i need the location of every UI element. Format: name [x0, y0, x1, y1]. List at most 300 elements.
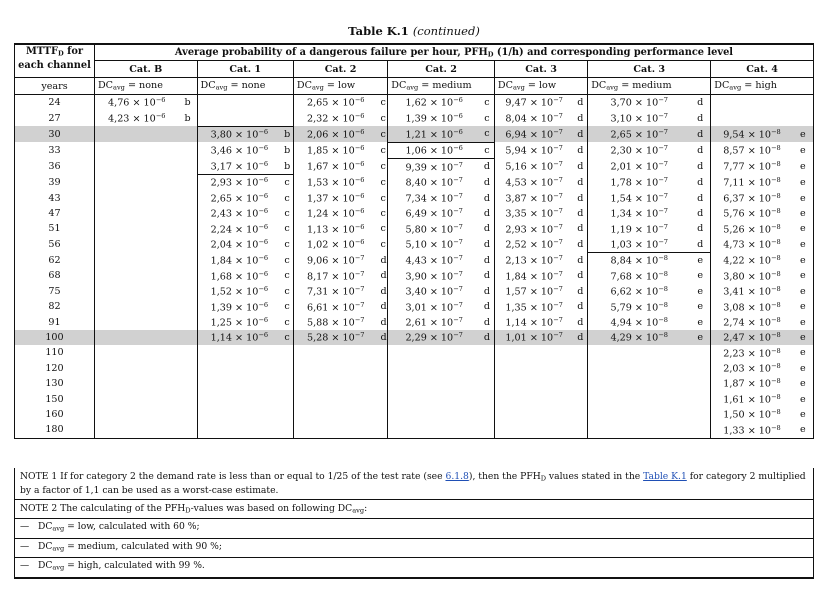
pfh-mantissa: 1,87 × 10: [723, 378, 771, 390]
pfh-value: [197, 422, 281, 438]
pfh-value: [94, 95, 178, 111]
pfh-value: [197, 314, 281, 329]
dash-text: = high, calculated with 99 %.: [64, 560, 205, 571]
pfh-exponent: −6: [258, 254, 269, 263]
dash-bullet: —: [20, 560, 30, 571]
pfh-exponent: −6: [354, 160, 365, 169]
pfh-mantissa: 1,13 × 10: [306, 224, 355, 236]
pfh-mantissa: 2,32 × 10: [306, 113, 355, 125]
pfh-mantissa: 5,79 × 10: [610, 302, 659, 314]
performance-level: e: [690, 284, 711, 299]
performance-level: c: [281, 330, 293, 345]
pfh-value: [711, 345, 793, 360]
performance-level: d: [690, 206, 711, 221]
pfh-value: [711, 159, 793, 175]
mttf-value: 27: [15, 110, 95, 126]
performance-level: [573, 345, 587, 360]
performance-level: e: [793, 174, 814, 190]
pfh-value: [588, 330, 691, 345]
pfh-value: [94, 174, 178, 190]
pfh-exponent: −7: [553, 160, 563, 169]
performance-level: d: [480, 174, 494, 190]
performance-level: d: [573, 159, 587, 175]
pfh-exponent: −7: [553, 96, 563, 105]
pfh-mantissa: 1,06 × 10: [405, 145, 454, 157]
performance-level: d: [480, 252, 494, 268]
performance-level: [179, 190, 197, 205]
dc-label: DC: [714, 80, 730, 92]
pfh-value: [94, 221, 178, 236]
performance-level: [378, 422, 388, 438]
pfh-value: [388, 391, 480, 406]
table-row: [15, 237, 814, 253]
pfh-exponent: −8: [771, 269, 781, 278]
pfh-mantissa: 1,25 × 10: [210, 317, 259, 329]
performance-level: [281, 376, 293, 391]
pfh-exponent: −7: [553, 300, 563, 309]
pfh-value: [494, 252, 573, 268]
mttf-value: 110: [15, 345, 95, 360]
mttf-value: 47: [15, 206, 95, 221]
pfh-value: [293, 190, 377, 205]
pfh-exponent: −8: [771, 377, 781, 386]
pfh-value: [711, 299, 793, 314]
performance-level: d: [480, 330, 494, 345]
performance-level: [378, 376, 388, 391]
pfh-value: [197, 299, 281, 314]
pfh-value: [197, 206, 281, 221]
pfh-value: [711, 361, 793, 376]
mttf-header-line2: each channel: [18, 59, 91, 71]
pfh-value: [293, 391, 377, 406]
performance-level: b: [281, 159, 293, 175]
performance-level: e: [793, 237, 814, 253]
performance-level: c: [281, 174, 293, 190]
pfh-exponent: −8: [771, 191, 781, 200]
performance-level: d: [378, 284, 388, 299]
dc-value: = none: [227, 80, 266, 92]
pfh-value: [711, 190, 793, 205]
pfh-value: [293, 159, 377, 175]
dc-label: DC: [97, 80, 114, 92]
pfh-value: [94, 190, 178, 205]
table-row: [15, 110, 814, 126]
pfh-exponent: −8: [658, 315, 668, 324]
note-2-text-b: -values was based on following DC: [190, 502, 353, 514]
performance-level: c: [281, 284, 293, 299]
pfh-value: [494, 361, 573, 376]
pfh-value: [293, 314, 377, 329]
pfh-exponent: −6: [354, 207, 365, 216]
pfh-exponent: −7: [553, 127, 563, 136]
pfh-value: [388, 110, 480, 126]
performance-level: d: [480, 159, 494, 175]
pfh-exponent: −6: [354, 144, 365, 153]
mttf-value: 130: [15, 376, 95, 391]
cat-header: Cat. B: [94, 61, 197, 78]
pfh-value: [494, 314, 573, 329]
pfh-value: [94, 206, 178, 221]
pfh-value: [711, 268, 793, 283]
dc-sub: avg: [113, 83, 125, 92]
performance-level: d: [573, 110, 587, 126]
performance-level: [480, 361, 494, 376]
pfh-mantissa: 1,35 × 10: [505, 302, 554, 314]
performance-level: [179, 376, 197, 391]
mttf-value: 56: [15, 237, 95, 253]
pfh-mantissa: 2,52 × 10: [505, 239, 554, 251]
pfh-mantissa: 8,57 × 10: [723, 145, 771, 157]
pfh-value: [588, 159, 691, 175]
years-header: years: [15, 78, 95, 95]
table-row: [15, 268, 814, 283]
pfh-value: [388, 376, 480, 391]
pfh-value: [494, 422, 573, 438]
dash-dc: DC: [37, 560, 53, 571]
dc-label: DC: [296, 80, 312, 92]
cat-header: Cat. 1: [197, 61, 293, 78]
pfh-value: [711, 142, 793, 158]
pfh-mantissa: 2,93 × 10: [210, 177, 259, 189]
pfh-mantissa: 5,76 × 10: [723, 208, 771, 220]
pfh-value: [494, 407, 573, 422]
mttf-value: 91: [15, 314, 95, 329]
mttf-header-for: for: [63, 46, 84, 57]
pfh-mantissa: 3,41 × 10: [723, 286, 771, 298]
pfh-value: [293, 284, 377, 299]
pfh-exponent: −6: [453, 144, 463, 153]
pfh-value: [293, 345, 377, 360]
performance-level: [179, 330, 197, 345]
performance-level: d: [690, 174, 711, 190]
pfh-mantissa: 2,06 × 10: [306, 129, 355, 141]
performance-level: [480, 422, 494, 438]
pfh-mantissa: 1,53 × 10: [306, 177, 355, 189]
performance-level: e: [690, 299, 711, 314]
pfh-value: [293, 407, 377, 422]
pfh-exponent: −7: [354, 300, 365, 309]
pfh-mantissa: 1,62 × 10: [405, 97, 454, 109]
pfh-mantissa: 2,65 × 10: [610, 129, 659, 141]
pfh-exponent: −7: [453, 269, 463, 278]
pfh-value: [293, 110, 377, 126]
pfh-value: [388, 314, 480, 329]
pfh-mantissa: 1,33 × 10: [723, 425, 771, 437]
pfh-exponent: −7: [553, 254, 563, 263]
pfh-exponent: −7: [658, 160, 668, 169]
performance-level: e: [793, 159, 814, 175]
performance-level: [179, 422, 197, 438]
pfh-mantissa: 4,43 × 10: [405, 255, 454, 267]
performance-level: c: [378, 95, 388, 111]
performance-level: [179, 391, 197, 406]
pfh-exponent: −6: [453, 112, 463, 121]
performance-level: [480, 376, 494, 391]
performance-level: b: [281, 126, 293, 142]
pfh-exponent: −8: [771, 144, 781, 153]
pfh-exponent: −6: [453, 96, 463, 105]
pfh-value: [588, 268, 691, 283]
pfh-value: [711, 314, 793, 329]
pfh-value: [711, 252, 793, 268]
performance-level: d: [573, 221, 587, 236]
pfh-mantissa: 3,01 × 10: [405, 302, 454, 314]
cat-header: Cat. 3: [588, 61, 711, 78]
dc-sub: avg: [512, 83, 525, 92]
pfh-exponent: −6: [258, 207, 269, 216]
pfh-exponent: −7: [658, 96, 668, 105]
pfh-value: [588, 174, 691, 190]
pfh-value: [197, 190, 281, 205]
pfh-value: [711, 376, 793, 391]
performance-level: [573, 407, 587, 422]
pfh-value: [388, 361, 480, 376]
performance-level: c: [378, 142, 388, 158]
pfh-exponent: −6: [354, 222, 365, 231]
pfh-exponent: −6: [354, 112, 365, 121]
table-row: [15, 221, 814, 236]
pfh-mantissa: 3,46 × 10: [210, 145, 259, 157]
note-2-sub: D: [185, 506, 191, 514]
dc-value: = medium: [618, 80, 672, 92]
header-row-dc: [15, 78, 814, 95]
pfh-mantissa: 2,13 × 10: [505, 255, 554, 267]
pfh-value: [293, 237, 377, 253]
pfh-exponent: −6: [354, 127, 365, 136]
dash-bullet: —: [20, 540, 30, 552]
pfh-exponent: −7: [553, 315, 563, 324]
pfh-value: [588, 126, 691, 142]
pfh-mantissa: 2,29 × 10: [405, 332, 454, 344]
table-row: [15, 314, 814, 329]
dc-value: = low: [323, 80, 356, 92]
pfh-mantissa: 2,47 × 10: [723, 332, 771, 344]
dc-header: [711, 78, 814, 95]
pfh-value: [494, 174, 573, 190]
mttf-value: 160: [15, 407, 95, 422]
dc-header: [388, 78, 495, 95]
pfh-value: [197, 376, 281, 391]
link-table-k1[interactable]: Table K.1: [643, 471, 687, 482]
note-2-sub2: avg: [352, 506, 365, 514]
pfh-exponent: −6: [258, 300, 269, 309]
pfh-value: [94, 237, 178, 253]
performance-level: [179, 142, 197, 158]
pfh-value: [388, 345, 480, 360]
pfh-header: [94, 44, 813, 61]
pfh-exponent: −7: [553, 191, 563, 200]
table-row: [15, 159, 814, 175]
pfh-value: [711, 422, 793, 438]
pfh-mantissa: 5,80 × 10: [405, 224, 454, 236]
table-row: [15, 95, 814, 111]
pfh-mantissa: 6,94 × 10: [505, 129, 554, 141]
performance-level: [690, 391, 711, 406]
pfh-exponent: −7: [354, 331, 365, 340]
pfh-exponent: −8: [771, 408, 781, 417]
performance-level: [793, 110, 814, 126]
performance-level: [690, 407, 711, 422]
pfh-mantissa: 2,01 × 10: [610, 161, 659, 173]
pfh-exponent: −6: [258, 160, 269, 168]
cat-header: Cat. 4: [711, 61, 814, 78]
pfh-mantissa: 5,88 × 10: [306, 317, 355, 329]
pfh-exponent: −7: [354, 269, 365, 278]
mttf-value: 62: [15, 252, 95, 268]
performance-level: e: [793, 126, 814, 142]
performance-level: [179, 299, 197, 314]
performance-level: [378, 407, 388, 422]
pfh-mantissa: 4,22 × 10: [723, 255, 771, 267]
pfh-exponent: −7: [453, 191, 463, 200]
pfh-value: [388, 221, 480, 236]
pfh-mantissa: 5,16 × 10: [505, 161, 554, 173]
pfh-value: [388, 252, 480, 268]
pfh-mantissa: 1,84 × 10: [505, 271, 554, 283]
pfh-mantissa: 3,80 × 10: [210, 129, 259, 141]
note-dash-item: [15, 538, 813, 558]
link-6-1-8[interactable]: 6.1.8: [445, 471, 469, 482]
mttf-value: 33: [15, 142, 95, 158]
pfh-exponent: −7: [658, 176, 668, 185]
dc-label: DC: [497, 80, 513, 92]
pfh-value: [388, 422, 480, 438]
performance-level: d: [573, 237, 587, 253]
pfh-value: [711, 206, 793, 221]
pfh-mantissa: 4,23 × 10: [108, 113, 156, 125]
cat-header: Cat. 2: [388, 61, 495, 78]
performance-level: e: [690, 330, 711, 345]
pfh-exponent: −7: [453, 160, 463, 169]
note-1-text-d: for category 2 multiplied by a factor of 1,1 can be used as a worst-case estimate.: [20, 471, 806, 496]
pfh-mantissa: 6,61 × 10: [306, 302, 355, 314]
pfh-mantissa: 3,08 × 10: [723, 302, 771, 314]
pfh-value: [197, 391, 281, 406]
performance-level: [179, 126, 197, 142]
pfh-exponent: −8: [658, 285, 668, 294]
performance-level: [179, 252, 197, 268]
pfh-exponent: −8: [771, 207, 781, 216]
pfh-value: [94, 252, 178, 268]
pfh-value: [293, 95, 377, 111]
performance-level: d: [573, 284, 587, 299]
pfh-mantissa: 7,77 × 10: [723, 161, 771, 173]
table-row: [15, 190, 814, 205]
performance-level: c: [480, 126, 494, 142]
performance-level: [179, 345, 197, 360]
pfh-mantissa: 8,40 × 10: [405, 177, 454, 189]
pfh-exponent: −8: [771, 127, 781, 136]
performance-level: [281, 422, 293, 438]
pfh-mantissa: 5,28 × 10: [306, 332, 355, 344]
note-1-text-b: ), then the PFH: [468, 471, 541, 482]
performance-level: [378, 345, 388, 360]
performance-level: c: [378, 126, 388, 142]
performance-level: d: [690, 142, 711, 158]
pfh-mantissa: 9,39 × 10: [405, 162, 454, 173]
pfh-value: [494, 126, 573, 142]
note-dash-item: [15, 557, 813, 577]
pfh-mantissa: 1,14 × 10: [210, 332, 259, 344]
performance-level: d: [573, 206, 587, 221]
dash-dc-sub: avg: [52, 544, 65, 552]
cat-header: Cat. 3: [494, 61, 587, 78]
pfh-value: [388, 142, 480, 158]
pfh-mantissa: 1,02 × 10: [306, 239, 355, 251]
performance-level: e: [793, 361, 814, 376]
pfh-value: [388, 407, 480, 422]
pfh-value: [94, 407, 178, 422]
performance-level: d: [573, 174, 587, 190]
pfh-exponent: −7: [658, 112, 668, 121]
pfh-value: [388, 174, 480, 190]
performance-level: d: [480, 206, 494, 221]
performance-level: c: [281, 252, 293, 268]
performance-level: [573, 376, 587, 391]
dc-sub: avg: [311, 83, 324, 92]
performance-level: c: [480, 110, 494, 126]
table-row: [15, 361, 814, 376]
pfh-value: [94, 422, 178, 438]
performance-level: e: [793, 314, 814, 329]
performance-level: e: [690, 252, 711, 268]
pfh-exponent: −7: [354, 285, 365, 294]
pfh-exponent: −6: [258, 144, 269, 153]
performance-level: c: [281, 190, 293, 205]
pfh-mantissa: 6,49 × 10: [405, 208, 454, 220]
pfh-value: [494, 206, 573, 221]
pfh-exponent: −7: [453, 222, 463, 231]
pfh-mantissa: 1,21 × 10: [405, 129, 454, 141]
table-row: [15, 206, 814, 221]
pfh-exponent: −6: [354, 238, 365, 247]
pfh-mantissa: 2,03 × 10: [723, 363, 771, 375]
dc-value: = low: [524, 80, 557, 92]
pfh-exponent: −7: [453, 176, 463, 185]
dash-bullet: —: [20, 521, 30, 532]
pfh-value: [588, 252, 691, 268]
pfh-exponent: −7: [453, 315, 463, 324]
pfh-exponent: −7: [658, 127, 668, 136]
performance-level: [573, 361, 587, 376]
pfh-value: [588, 221, 691, 236]
performance-level: d: [378, 299, 388, 314]
dc-header: [197, 78, 293, 95]
performance-level: e: [793, 268, 814, 283]
pfh-value: [494, 159, 573, 175]
performance-level: c: [378, 190, 388, 205]
pfh-mantissa: 1,19 × 10: [610, 224, 659, 236]
pfh-mantissa: 3,80 × 10: [723, 271, 771, 283]
pfh-value: [588, 95, 691, 111]
performance-level: c: [281, 268, 293, 283]
pfh-mantissa: 2,61 × 10: [405, 317, 454, 329]
pfh-value: [293, 252, 377, 268]
mttf-header-sub: D: [57, 49, 64, 58]
performance-level: e: [793, 284, 814, 299]
pfh-value: [293, 422, 377, 438]
pfh-value: [588, 237, 691, 253]
performance-level: c: [281, 299, 293, 314]
pfh-value: [588, 190, 691, 205]
performance-level: c: [281, 314, 293, 329]
pfh-value: [197, 284, 281, 299]
pfh-exponent: −8: [771, 392, 781, 401]
pfh-value: [94, 376, 178, 391]
table-row: [15, 126, 814, 142]
performance-level: d: [573, 126, 587, 142]
performance-level: d: [480, 314, 494, 329]
